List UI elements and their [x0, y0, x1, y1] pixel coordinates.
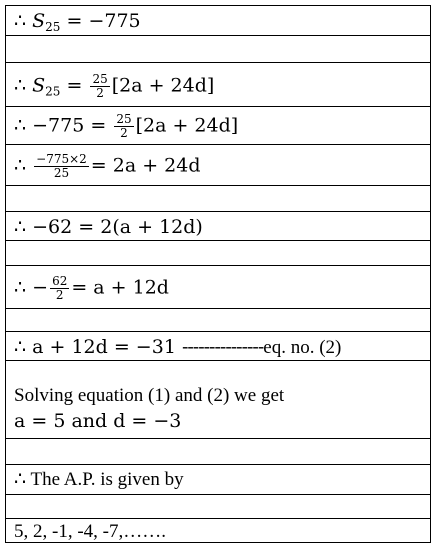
equation-two-line — [14, 336, 341, 359]
table-row — [6, 309, 430, 332]
sum-value: −775 — [88, 10, 141, 32]
sum-symbol: S — [32, 74, 46, 97]
fraction-denominator: 2 — [55, 288, 64, 302]
bracket-expression: [2a + 24d] — [135, 114, 239, 137]
fraction — [90, 73, 109, 100]
simplified-line — [14, 216, 203, 238]
fraction — [114, 113, 133, 140]
table-row — [6, 495, 430, 519]
fraction-denominator: 2 — [120, 126, 128, 140]
ap-statement — [14, 469, 184, 491]
table-row — [6, 241, 430, 266]
bracket-expression: [2a + 24d] — [111, 74, 215, 97]
table-row — [6, 186, 430, 212]
sum-symbol: S — [32, 10, 46, 32]
table-row — [6, 519, 430, 544]
fraction-numerator: −775×2 — [36, 152, 87, 166]
therefore-symbol: ∴ — [14, 216, 27, 238]
sum-subscript: 25 — [45, 84, 61, 99]
therefore-symbol: ∴ — [14, 114, 27, 137]
therefore-symbol: ∴ — [14, 336, 27, 358]
dash-leader: --------------- — [181, 336, 264, 358]
s25-result-line — [14, 10, 141, 38]
table-row — [6, 212, 430, 241]
rhs: = a + 12d — [71, 276, 169, 299]
sum-formula-line — [14, 73, 214, 103]
ap-statement-text: The A.P. is given by — [30, 469, 184, 490]
fraction-numerator: 62 — [52, 274, 68, 288]
therefore-symbol: ∴ — [14, 469, 27, 490]
ap-sequence: 5, 2, -1, -4, -7,……. — [14, 521, 166, 542]
therefore-symbol: ∴ — [14, 74, 27, 97]
solution-values: a = 5 and d = −3 — [14, 410, 182, 432]
table-row — [6, 63, 430, 107]
equals: = — [60, 10, 89, 32]
therefore-symbol: ∴ — [14, 154, 27, 177]
substituted-line — [14, 113, 238, 140]
table-row — [6, 465, 430, 495]
table-row — [6, 361, 430, 439]
rearranged-line — [14, 153, 201, 180]
equation: −62 = 2(a + 12d) — [32, 216, 203, 238]
lhs: −775 = — [32, 114, 113, 137]
solving-statement: Solving equation (1) and (2) we get — [14, 385, 285, 406]
table-row — [6, 6, 430, 36]
rhs: = 2a + 24d — [90, 154, 201, 177]
therefore-symbol: ∴ — [14, 10, 27, 32]
fraction-numerator: 25 — [116, 112, 132, 126]
solution-table — [5, 5, 431, 543]
table-row — [6, 332, 430, 361]
equals: = — [60, 74, 89, 97]
sum-subscript: 25 — [45, 20, 61, 34]
table-row — [6, 439, 430, 465]
therefore-symbol: ∴ — [14, 276, 27, 299]
equation-label: eq. no. (2) — [263, 337, 342, 358]
fraction-numerator: 25 — [92, 72, 108, 86]
fraction-denominator: 25 — [53, 166, 70, 180]
divided-line — [14, 275, 169, 302]
fraction — [34, 153, 89, 180]
table-row — [6, 107, 430, 145]
equation: a + 12d = −31 — [32, 336, 176, 358]
fraction — [50, 275, 69, 302]
table-row — [6, 266, 430, 309]
table-row — [6, 145, 430, 186]
table-row — [6, 36, 430, 63]
minus-sign: − — [32, 276, 49, 299]
fraction-denominator: 2 — [96, 86, 104, 100]
